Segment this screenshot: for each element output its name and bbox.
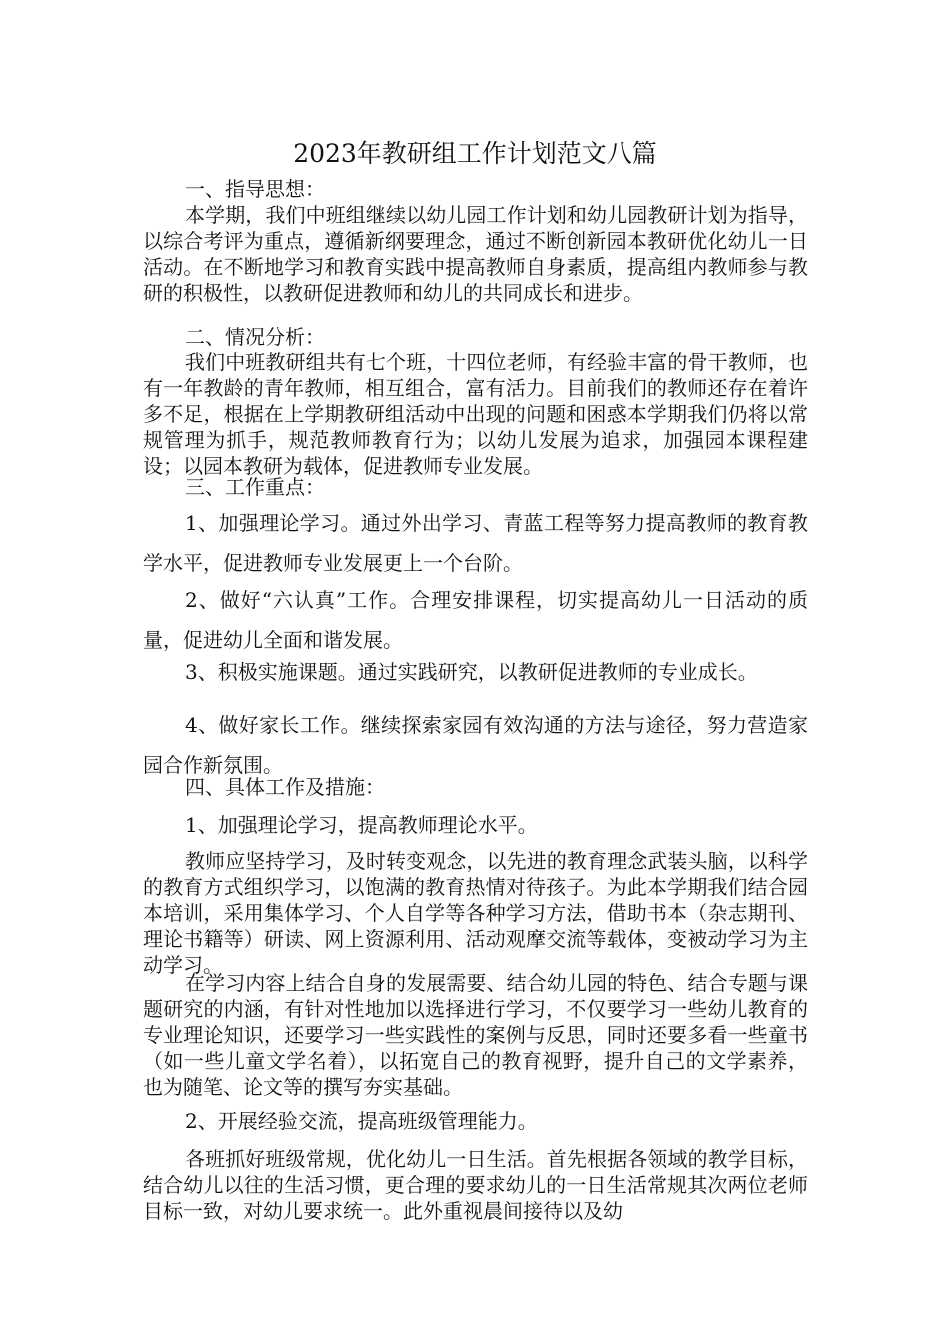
focus-item-4: 4、做好家长工作。继续探索家园有效沟通的方法与途径，努力营造家园合作新氛围。: [143, 713, 808, 777]
measure1-text-1: 教师应坚持学习，及时转变观念，以先进的教育理念武装头脑，以科学的教育方式组织学习，以饱满的教育热情对待孩子。为此本学期我们结合园本培训，采用集体学习、个人自学等各种学习方法，借助书本（杂志期刊、理论书籍等）研读、网上资源利用、活动观摩交流等载体，变被动学习为主动学习。: [143, 849, 808, 977]
section2-heading: 二、情况分析：: [185, 325, 325, 349]
section3-heading: 三、工作重点：: [185, 475, 325, 499]
measure1-heading: 1、加强理论学习，提高教师理论水平。: [185, 813, 538, 837]
focus-item-3: 3、积极实施课题。通过实践研究，以教研促进教师的专业成长。: [185, 660, 758, 684]
focus-item-1: 1、加强理论学习。通过外出学习、青蓝工程等努力提高教师的教育教学水平，促进教师专业发展更上一个台阶。: [143, 511, 808, 575]
document-title: 2023年教研组工作计划范文八篇: [293, 139, 657, 168]
section4-heading: 四、具体工作及措施：: [185, 775, 385, 799]
measure1-text-2: 在学习内容上结合自身的发展需要、结合幼儿园的特色、结合专题与课题研究的内涵，有针对性地加以选择进行学习，不仅要学习一些幼儿教育的专业理论知识，还要学习一些实践性的案例与反思，同时还要多看一些童书（如一些儿童文学名着），以拓宽自己的教育视野，提升自己的文学素养，也为随笔、论文等的撰写夯实基础。: [143, 971, 808, 1099]
section1-text: 本学期，我们中班组继续以幼儿园工作计划和幼儿园教研计划为指导，以综合考评为重点，遵循新纲要理念，通过不断创新园本教研优化幼儿一日活动。在不断地学习和教育实践中提高教师自身素质，提高组内教师参与教研的积极性，以教研促进教师和幼儿的共同成长和进步。: [143, 203, 808, 305]
section2-text: 我们中班教研组共有七个班，十四位老师，有经验丰富的骨干教师，也有一年教龄的青年教师，相互组合，富有活力。目前我们的教师还存在着许多不足，根据在上学期教研组活动中出现的问题和困惑本学期我们仍将以常规管理为抓手，规范教师教育行为；以幼儿发展为追求，加强园本课程建设；以园本教研为载体，促进教师专业发展。: [143, 350, 808, 478]
measure2-heading: 2、开展经验交流，提高班级管理能力。: [185, 1109, 538, 1133]
measure2-text: 各班抓好班级常规，优化幼儿一日生活。首先根据各领域的教学目标，结合幼儿以往的生活习惯，更合理的要求幼儿的一日生活常规其次两位老师目标一致，对幼儿要求统一。此外重视晨间接待以及幼: [143, 1147, 808, 1223]
focus-item-2: 2、做好“六认真”工作。合理安排课程，切实提高幼儿一日活动的质量，促进幼儿全面和谐发展。: [143, 588, 808, 652]
section1-heading: 一、指导思想：: [185, 177, 325, 201]
